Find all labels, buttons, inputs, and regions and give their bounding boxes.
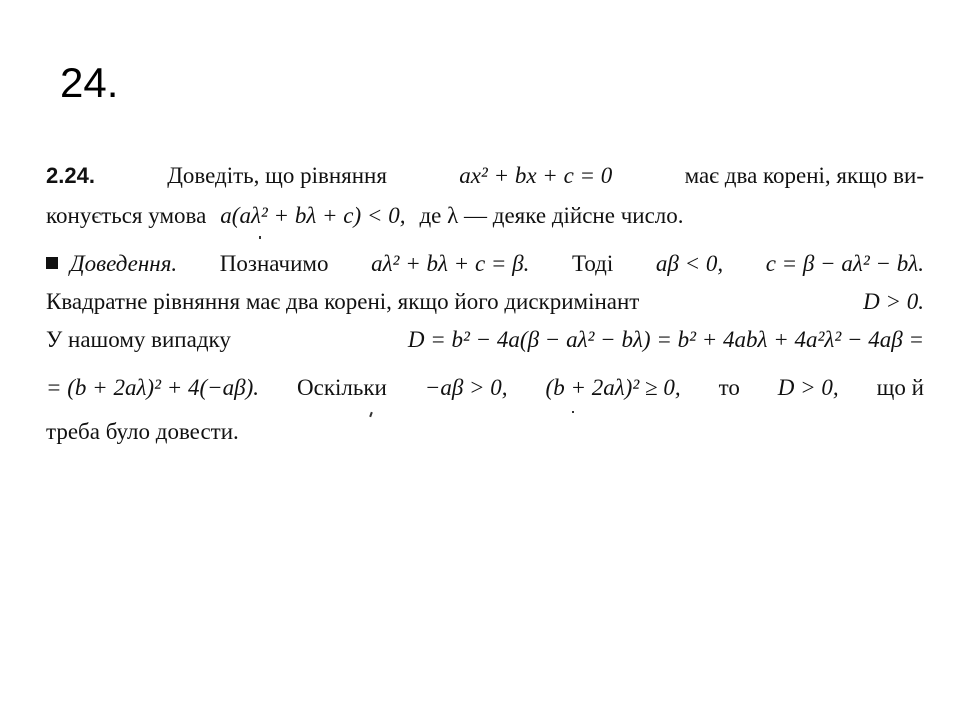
formula: (b + 2aλ)² ≥ 0, xyxy=(545,375,681,400)
scanned-text-image xyxy=(40,150,932,450)
equation: ax² + bx + c = 0 xyxy=(459,163,613,188)
proof-line-4 xyxy=(46,376,924,399)
scan-speck xyxy=(369,412,373,417)
problem-number: 2.24. xyxy=(46,163,95,188)
proof-text: У нашому випадку xyxy=(46,327,231,352)
proof-text: Тоді xyxy=(572,251,614,276)
formula: aβ < 0, xyxy=(655,251,724,276)
proof-text: треба було довести. xyxy=(46,419,239,444)
problem-line-1 xyxy=(46,164,924,187)
proof-text: що й xyxy=(876,375,924,400)
scan-speck xyxy=(259,236,261,239)
bullet-square-icon xyxy=(46,257,58,269)
formula: −aβ > 0, xyxy=(424,375,508,400)
proof-text: то xyxy=(718,375,740,400)
slide-title: 24. xyxy=(60,59,119,106)
proof-line-3 xyxy=(46,328,924,351)
proof-line-5 xyxy=(46,420,924,443)
problem-text: конується умова xyxy=(46,203,207,228)
proof-text: Позначимо xyxy=(219,251,329,276)
condition-formula: a(aλ² + bλ + c) < 0, xyxy=(220,203,406,228)
problem-text: має два корені, якщо ви- xyxy=(684,163,924,188)
problem-line-2 xyxy=(46,204,924,227)
formula: c = β − aλ² − bλ. xyxy=(765,251,924,276)
proof-label: Доведення. xyxy=(70,251,178,276)
scan-speck xyxy=(572,411,574,413)
formula: D > 0. xyxy=(863,289,924,314)
proof-text: Квадратне рівняння має два корені, якщо його дискримінант xyxy=(46,289,640,314)
problem-text: Доведіть, що рівняння xyxy=(167,163,387,188)
problem-text: де λ — деяке дійсне число. xyxy=(419,203,684,228)
formula: D > 0, xyxy=(777,375,839,400)
proof-line-1 xyxy=(46,252,924,275)
discriminant-formula: D = b² − 4a(β − aλ² − bλ) = b² + 4abλ + 4a²λ² − 4aβ = xyxy=(407,327,924,352)
formula: aλ² + bλ + c = β. xyxy=(371,251,530,276)
formula: = (b + 2aλ)² + 4(−aβ). xyxy=(46,375,260,400)
proof-line-2 xyxy=(46,290,924,313)
proof-text: Оскільки xyxy=(297,375,387,400)
